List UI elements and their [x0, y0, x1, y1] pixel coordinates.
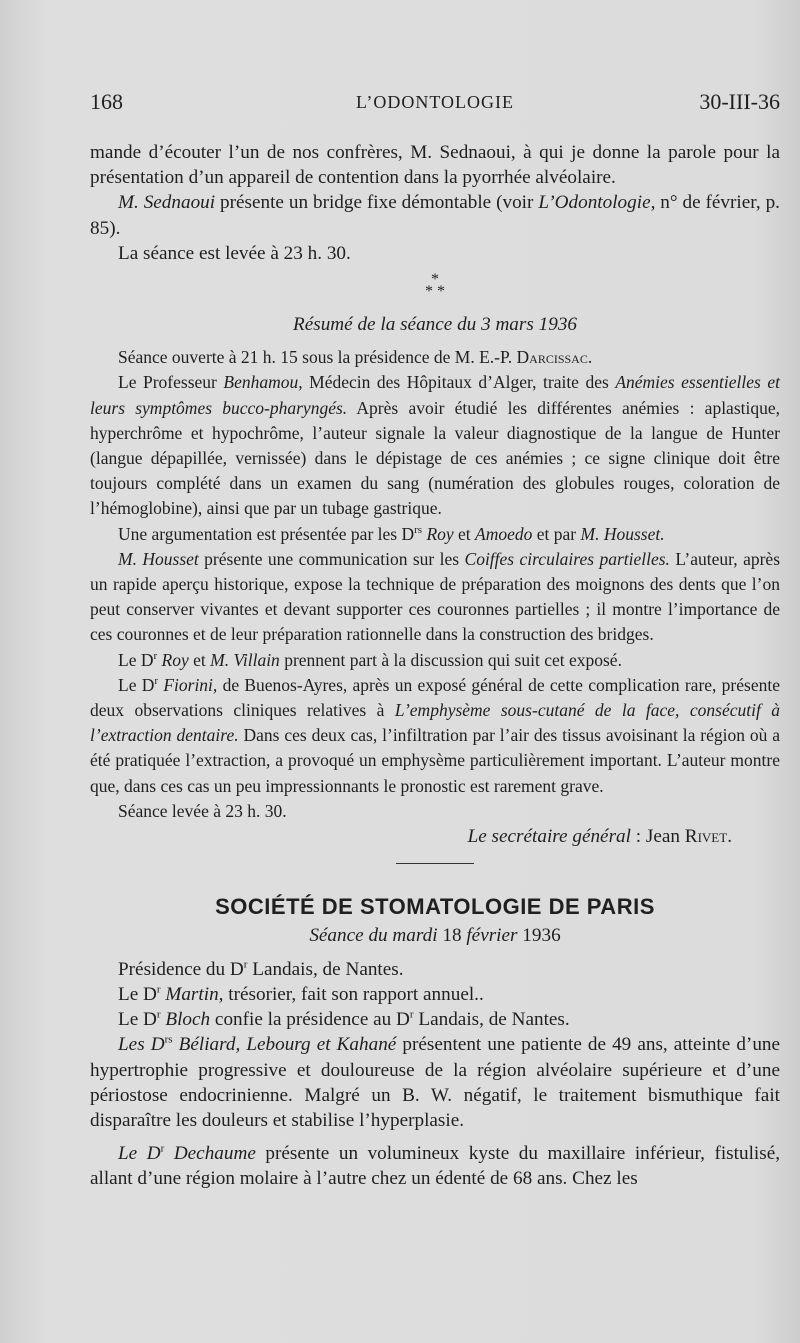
paragraph: La séance est levée à 23 h. 30. [118, 242, 351, 264]
paragraph: Le $D^r$ Fiorini, de Buenos-Ayres, après un exposé général de cette complication rare, présente deux observations cliniques relatives à L’emphysème sous-cutané de la face, consécutif à l’extraction dentaire. Dans ces deux cas, l’infiltration par l’air des tissus avoisinant la région où a été pratiquée l’extraction, a provoqué un emphysème particulièrement important. L’auteur montre que, dans ces cas un peu impressionnants le pronostic est rarement grave. [90, 674, 781, 796]
paragraph: Le $D^r$ Martin, trésorier, fait son rapport annuel.. [118, 983, 484, 1005]
page-body [90, 140, 780, 1192]
asterism: * * * [425, 271, 445, 301]
signature: Le secrétaire général : Jean Rivet. [467, 826, 732, 848]
paragraph: Le $D^r$ Roy et M. Villain prennent part à la discussion qui suit cet exposé. [118, 649, 622, 670]
paragraph: Le Professeur Benhamou, Médecin des Hôpitaux d’Alger, traite des Anémies essentielles et leurs symptômes bucco-pharyngés. Après avoir étudié les différentes anémies : aplastique, hyperchrôme et hypochrôme, l’auteur signale la valeur diagnostique de la langue de Hunter (langue dépapillée, vernissée) dans le dépistage de ces anémies ; ce signe clinique doit être toujours complété dans un examen du sang (numération des globules rouges, coloration de l’hémoglobine), ainsi que par un tubage gastrique. [90, 372, 781, 519]
journal-title: L’ODONTOLOGIE [356, 92, 514, 112]
section-subtitle: Résumé de la séance du 3 mars 1936 [292, 314, 578, 336]
session-date: Séance du mardi 18 février 1936 [309, 925, 561, 947]
paragraph: Une argumentation est présentée par les $D^{rs}$ Roy et Amoedo et par M. Housset. [118, 523, 665, 544]
paragraph: Présidence du $D^r$ Landais, de Nantes. [118, 958, 404, 980]
paragraph: Le $D^r$ Bloch confie la présidence au $D^r$ Landais, de Nantes. [118, 1008, 570, 1031]
paragraph: Séance levée à 23 h. 30. [118, 800, 287, 821]
page-number: 168 [90, 89, 123, 114]
paragraph: M. Sednaoui présente un bridge fixe démontable (voir L’Odontologie, n° de février, p. 85). [90, 192, 780, 239]
paragraph: Séance ouverte à 21 h. 15 sous la présidence de M. E.-P. Darcissac. [118, 347, 593, 368]
section-divider [396, 863, 474, 864]
section-heading: SOCIÉTÉ DE STOMATOLOGIE DE PARIS [215, 894, 655, 920]
issue-date: 30-III-36 [699, 89, 780, 114]
paragraph: M. Housset présente une communication sur les Coiffes circulaires partielles. L’auteur, après un rapide aperçu historique, expose la technique de préparation des moignons des dents que l’on peut conserver vivantes et devant supporter ces couronnes partielles ; il montre l’importance de ces couronnes et de leur préparation rationnelle dans la construction des bridges. [90, 548, 780, 645]
page-header [90, 89, 780, 117]
paragraph: Les $D^{rs}$ Béliard, Lebourg et Kahané présentent une patiente de 49 ans, atteinte d’une hypertrophie progressive et douloureuse de la région alvéolaire supérieure et d’une périostose endocrinienne. Malgré un B. W. négatif, le traitement bismuthique fait disparaître les douleurs et stabilise l’hyperplasie. [90, 1033, 781, 1131]
paragraph: mande d’écouter l’un de nos confrères, M. Sednaoui, à qui je donne la parole pour la présentation d’un appareil de contention dans la pyorrhée alvéolaire. [90, 142, 780, 189]
paragraph: Le $D^r$ Dechaume présente un volumineux kyste du maxillaire inférieur, fistulisé, allant d’une région molaire à l’autre chez un édenté de 68 ans. Chez les [90, 1142, 781, 1190]
